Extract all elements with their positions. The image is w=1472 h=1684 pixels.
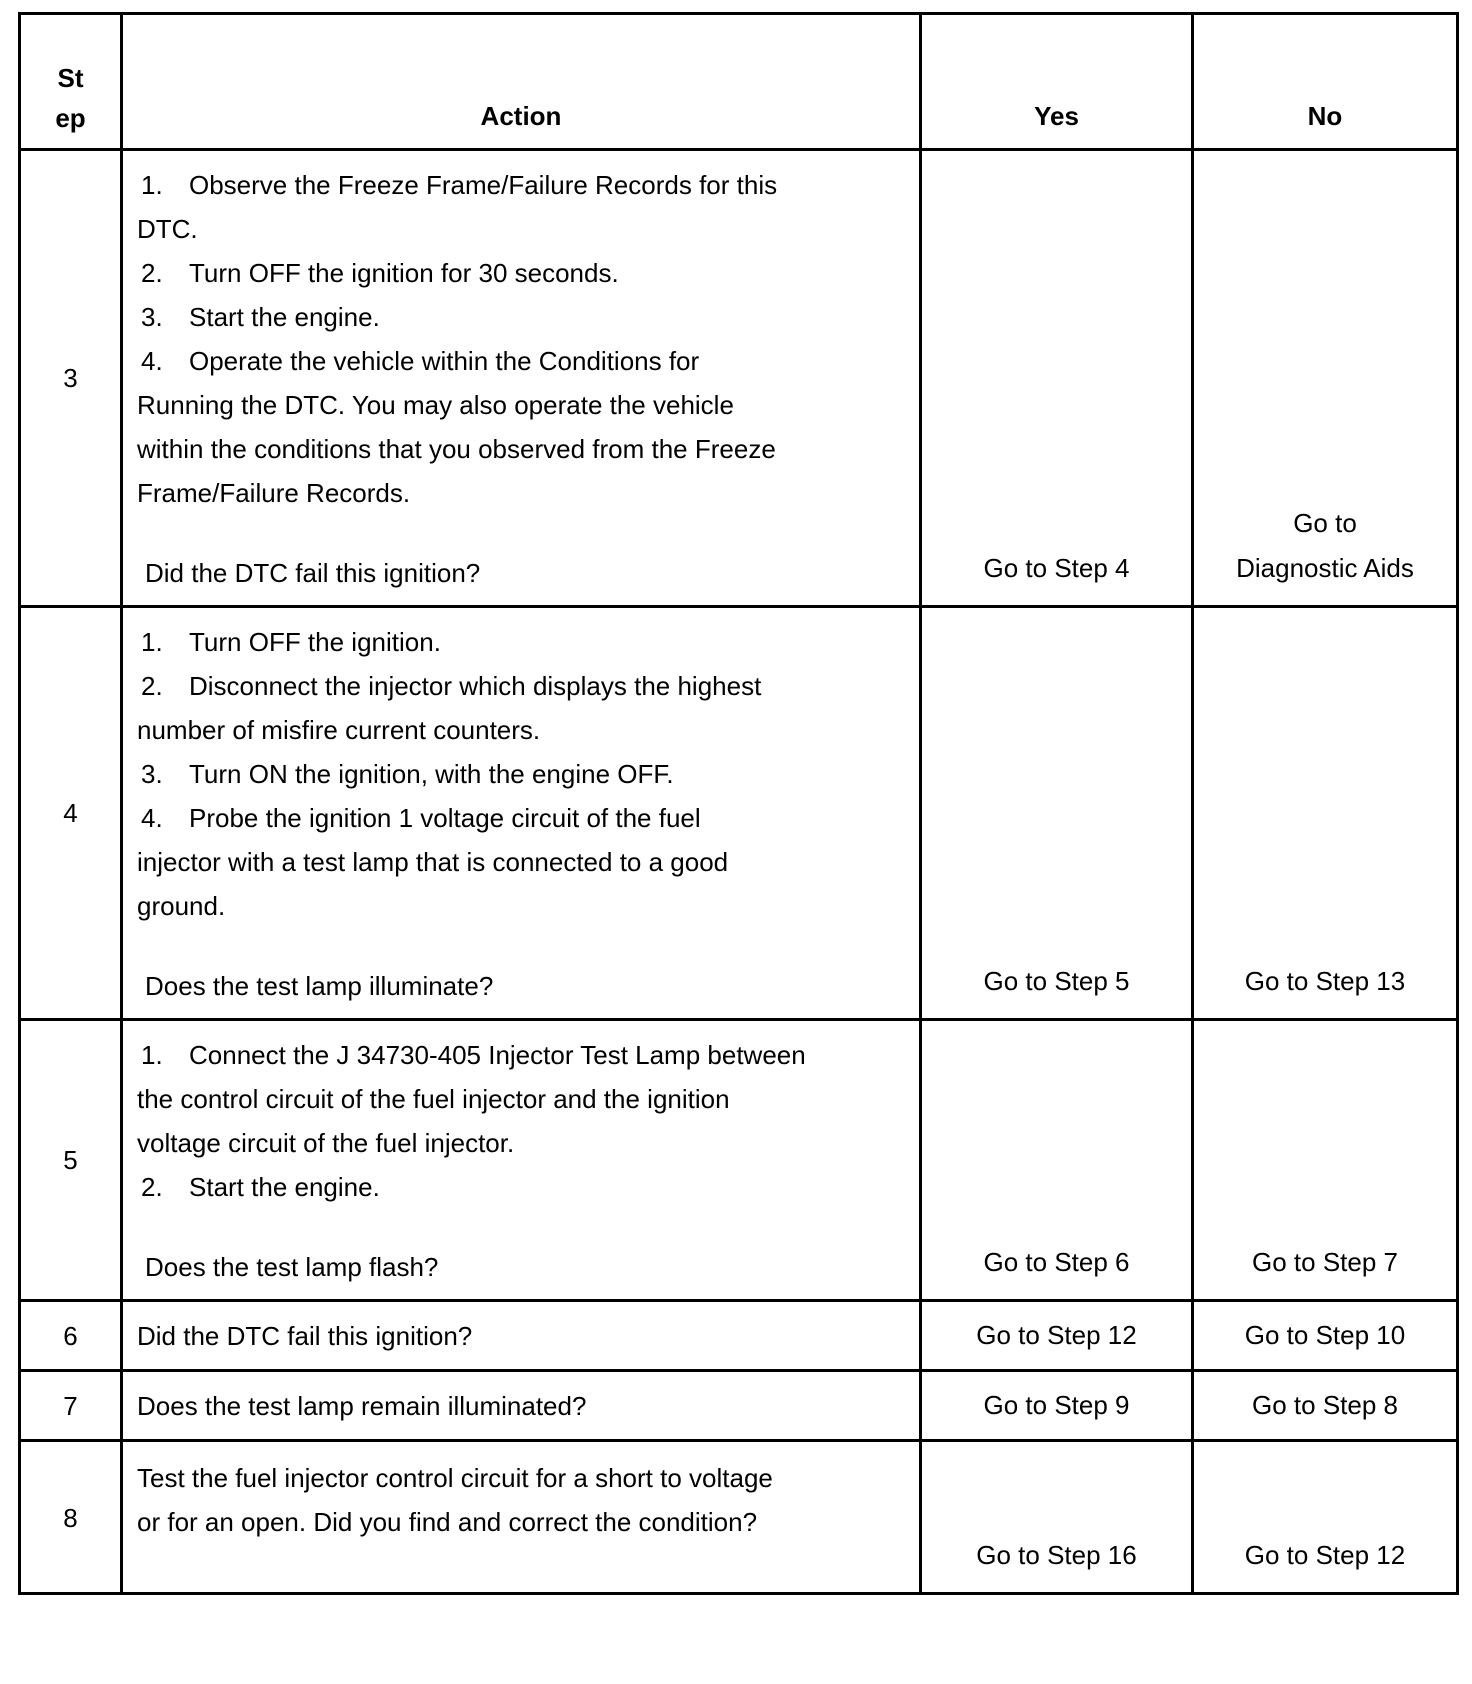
action-line: voltage circuit of the fuel injector. — [137, 1128, 515, 1158]
item-text: Start the engine. — [189, 1172, 380, 1202]
step-number: 6 — [20, 1301, 122, 1371]
yes-cell: Go to Step 6 — [921, 1020, 1193, 1301]
table-row — [20, 1371, 1458, 1441]
action-line — [137, 295, 909, 339]
action-cell — [122, 1020, 921, 1301]
action-line — [137, 251, 909, 295]
action-cell — [122, 150, 921, 607]
table-row — [20, 1441, 1458, 1594]
action-line: or for an open. Did you find and correct the condition? — [137, 1507, 758, 1537]
item-text: Operate the vehicle within the Conditions for — [189, 346, 700, 376]
step-number: 4 — [20, 607, 122, 1020]
item-number: 2. — [141, 671, 163, 701]
action-line: Test the fuel injector control circuit for a short to voltage — [137, 1463, 773, 1493]
no-cell — [1193, 150, 1458, 607]
item-number: 4. — [141, 346, 163, 376]
header-step-line1: St — [57, 63, 84, 93]
action-line: DTC. — [137, 214, 198, 244]
yes-cell: Go to Step 12 — [921, 1301, 1193, 1371]
item-text: Observe the Freeze Frame/Failure Records for this — [189, 170, 778, 200]
no-cell: Go to Step 7 — [1193, 1020, 1458, 1301]
action-cell: Did the DTC fail this ignition? — [122, 1301, 921, 1371]
no-cell: Go to Step 12 — [1193, 1441, 1458, 1594]
action-line — [137, 339, 909, 383]
item-text: Turn OFF the ignition. — [189, 627, 441, 657]
action-cell: Does the test lamp remain illuminated? — [122, 1371, 921, 1441]
action-question: Did the DTC fail this ignition? — [145, 558, 481, 588]
action-line: the control circuit of the fuel injector and the ignition — [137, 1084, 730, 1114]
diagnostic-table-sheet — [18, 12, 1459, 1595]
item-number: 3. — [141, 302, 163, 332]
action-line — [137, 1033, 909, 1077]
table-row — [20, 1301, 1458, 1371]
header-step — [20, 14, 122, 150]
item-text: Start the engine. — [189, 302, 380, 332]
action-line: injector with a test lamp that is connected to a good — [137, 847, 729, 877]
action-line: within the conditions that you observed from the Freeze — [137, 434, 776, 464]
header-row — [20, 14, 1458, 150]
table-row — [20, 607, 1458, 1020]
action-line — [137, 796, 909, 840]
no-cell: Go to Step 10 — [1193, 1301, 1458, 1371]
table-row — [20, 1020, 1458, 1301]
action-line — [137, 163, 909, 207]
item-text: Turn OFF the ignition for 30 seconds. — [189, 258, 619, 288]
no-cell: Go to Step 13 — [1193, 607, 1458, 1020]
header-yes: Yes — [921, 14, 1193, 150]
header-no: No — [1193, 14, 1458, 150]
item-number: 2. — [141, 258, 163, 288]
item-number: 1. — [141, 170, 163, 200]
no-line1: Go to — [1293, 508, 1357, 538]
item-text: Connect the J 34730-405 Injector Test Lamp between — [189, 1040, 806, 1070]
step-number: 3 — [20, 150, 122, 607]
yes-cell: Go to Step 9 — [921, 1371, 1193, 1441]
action-line: number of misfire current counters. — [137, 715, 541, 745]
step-number: 7 — [20, 1371, 122, 1441]
item-number: 1. — [141, 627, 163, 657]
no-cell: Go to Step 8 — [1193, 1371, 1458, 1441]
item-number: 1. — [141, 1040, 163, 1070]
action-cell — [122, 1441, 921, 1594]
action-line — [137, 620, 909, 664]
action-line: Running the DTC. You may also operate the vehicle — [137, 390, 734, 420]
item-text: Probe the ignition 1 voltage circuit of the fuel — [189, 803, 701, 833]
item-number: 2. — [141, 1172, 163, 1202]
action-question: Does the test lamp illuminate? — [145, 971, 494, 1001]
yes-cell: Go to Step 4 — [921, 150, 1193, 607]
action-line — [137, 752, 909, 796]
action-cell — [122, 607, 921, 1020]
no-line2: Diagnostic Aids — [1236, 553, 1414, 583]
table-row — [20, 150, 1458, 607]
yes-cell: Go to Step 5 — [921, 607, 1193, 1020]
step-number: 5 — [20, 1020, 122, 1301]
diagnostic-table — [18, 12, 1459, 1595]
action-line: ground. — [137, 891, 226, 921]
yes-cell: Go to Step 16 — [921, 1441, 1193, 1594]
action-line — [137, 664, 909, 708]
action-question: Does the test lamp flash? — [145, 1252, 439, 1282]
header-step-line2: ep — [55, 103, 86, 133]
item-text: Turn ON the ignition, with the engine OFF. — [189, 759, 674, 789]
item-number: 4. — [141, 803, 163, 833]
action-line: Frame/Failure Records. — [137, 478, 411, 508]
item-number: 3. — [141, 759, 163, 789]
item-text: Disconnect the injector which displays the highest — [189, 671, 762, 701]
header-action: Action — [122, 14, 921, 150]
action-line — [137, 1165, 909, 1209]
step-number: 8 — [20, 1441, 122, 1594]
